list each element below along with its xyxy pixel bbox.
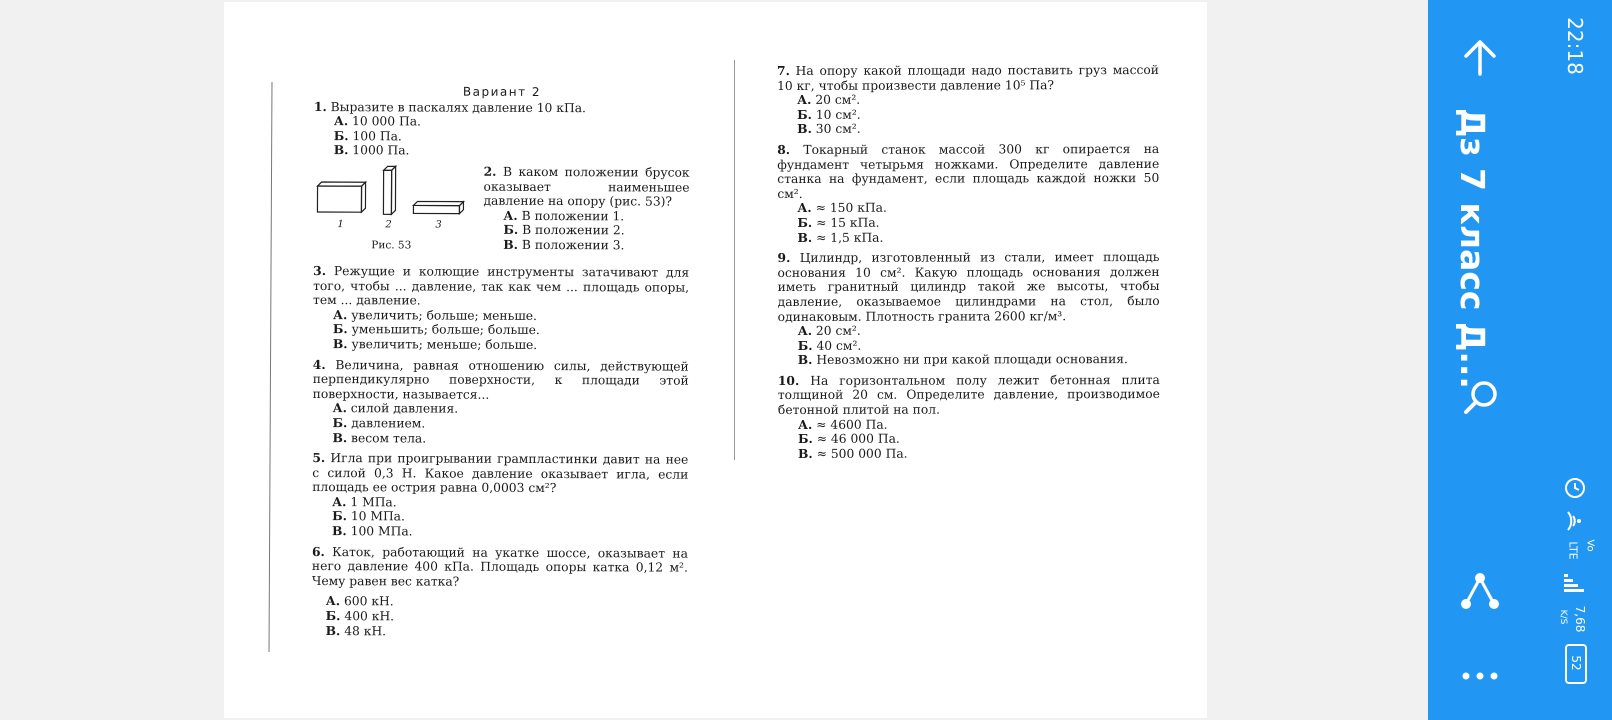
question-text: Цилиндр, изготовленный из стали, имеет площадь основания 10 см². Какую площадь основания должен иметь гранитный цилиндр такой же высоты, чтобы давление, оказываемое цилиндрами на стол, было одинаковым. Плотность гранита 2600 кг/м³.	[777, 250, 1160, 324]
answer-list	[777, 200, 1159, 245]
answer-option: В. 100 МПа.	[332, 523, 413, 539]
left-column	[312, 84, 690, 646]
answer-option: А. ≈ 150 кПа.	[797, 200, 887, 216]
arrow-left-icon	[1458, 36, 1502, 80]
answer-option: В. ≈ 500 000 Па.	[797, 445, 908, 461]
answer-option: В. весом тела.	[332, 429, 427, 445]
wifi-icon	[1562, 508, 1588, 534]
answer-option: А. 1 МПа.	[332, 493, 397, 510]
share-icon	[1458, 570, 1502, 614]
answer-option: А. 10 000 Па.	[333, 113, 421, 129]
question-2-text-block	[483, 165, 689, 253]
signal-icon	[1562, 572, 1586, 592]
share-button[interactable]	[1458, 570, 1502, 614]
back-button[interactable]	[1458, 36, 1502, 80]
question-5	[312, 451, 688, 540]
answer-list	[312, 594, 688, 639]
question-text: На опору какой площади надо поставить груз массой 10 кг, чтобы произвести давление 10⁵ Па?	[777, 62, 1160, 93]
question-10	[778, 373, 1160, 462]
question-number: 8.	[777, 141, 791, 157]
answer-option: В. 48 кН.	[325, 622, 387, 638]
answer-option: Б. 100 Па.	[333, 127, 402, 144]
question-number: 4.	[312, 356, 326, 372]
answer-option: Б. 10 МПа.	[332, 508, 405, 524]
variant-title: Вариант 2	[462, 84, 542, 99]
question-number: 1.	[313, 98, 327, 114]
answer-option: В. 1000 Па.	[333, 142, 410, 158]
question-text: Игла при проигрывании грампластинки давит на нее с силой 0,3 Н. Какое давление оказывает игла, если площадь ее острия равна 0,0003 см²?	[312, 451, 689, 496]
question-text: В каком положении брусок оказывает наименьшее давление на опору (рис. 53)?	[483, 164, 690, 209]
more-button[interactable]	[1460, 668, 1500, 684]
right-column	[777, 63, 1160, 467]
answer-option: Б. В положении 2.	[503, 222, 625, 238]
answer-option: В. 30 см².	[797, 121, 861, 137]
answer-list	[777, 92, 1159, 137]
alarm-icon	[1562, 474, 1588, 500]
document-page	[224, 2, 1207, 718]
more-icon	[1460, 668, 1500, 684]
answer-option: Б. ≈ 15 кПа.	[797, 214, 880, 230]
figure-label-3: 3	[435, 219, 442, 231]
answer-option: Б. 400 кН.	[325, 608, 395, 624]
question-4	[312, 358, 688, 447]
figure-caption: Рис. 53	[371, 239, 412, 252]
question-6	[312, 545, 688, 640]
question-number: 2.	[483, 163, 497, 179]
answer-option: А. увеличить; больше; меньше.	[332, 306, 537, 323]
document-title: Дз 7 класс Д...	[1453, 108, 1492, 389]
question-text: Выразите в паскалях давление 10 кПа.	[330, 99, 586, 115]
status-time: 22:18	[1563, 17, 1587, 75]
question-text: На горизонтальном полу лежит бетонная плита толщиной 20 см. Определите давление, производимое бетонной плитой на пол.	[777, 372, 1160, 418]
answer-list	[313, 308, 689, 353]
question-9	[777, 250, 1159, 368]
answer-list	[312, 401, 688, 446]
question-1	[314, 100, 690, 160]
answer-option: А. силой давления.	[332, 400, 459, 416]
answer-option: Б. ≈ 46 000 Па.	[797, 431, 900, 447]
page-fold-line	[734, 60, 735, 460]
answer-list	[778, 323, 1160, 368]
question-text: Токарный станок массой 300 кг опирается на фундамент четырьмя ножками. Определите давление станка на фундамент, если площадь каждой ножки 50 см².	[777, 141, 1160, 201]
question-7	[777, 63, 1159, 137]
question-number: 9.	[777, 250, 791, 266]
night-mode-button[interactable]	[1458, 478, 1502, 522]
network-speed: 7,68	[1573, 605, 1587, 633]
network-type: LTE	[1566, 541, 1580, 560]
question-8	[777, 142, 1159, 245]
answer-option: В. В положении 3.	[503, 236, 625, 253]
answer-option: А. 20 см².	[797, 323, 861, 339]
question-text: Режущие и колющие инструменты затачивают для того, чтобы ... давление, так как чем ... площадь опоры, тем ... давление.	[313, 264, 690, 308]
answer-list	[483, 208, 689, 253]
answer-option: А. 20 см².	[797, 92, 861, 108]
answer-list	[314, 114, 690, 159]
question-number: 7.	[776, 62, 790, 78]
answer-option: В. увеличить; меньше; больше.	[332, 336, 538, 352]
figure-53	[313, 164, 473, 259]
answer-option: А. ≈ 4600 Па.	[797, 416, 888, 432]
page-left-edge-line	[269, 82, 273, 652]
answer-option: Б. уменьшить; больше; больше.	[332, 321, 540, 338]
battery-level: 52	[1569, 655, 1583, 671]
speed-unit: K/S	[1558, 609, 1568, 625]
answer-option: В. ≈ 1,5 кПа.	[797, 229, 884, 245]
figure-label-1: 1	[337, 219, 344, 231]
volte-label: Vo	[1584, 539, 1596, 552]
answer-option: Б. 10 см².	[797, 106, 861, 122]
question-number: 3.	[313, 262, 327, 279]
answer-list	[312, 495, 688, 540]
answer-option: Б. давлением.	[332, 414, 426, 431]
question-number: 6.	[311, 543, 325, 559]
question-number: 5.	[312, 450, 326, 466]
figure-label-2: 2	[385, 219, 392, 231]
question-text: Величина, равная отношению силы, действующей перпендикулярно поверхности, к площади этой поверхности, называется...	[312, 357, 689, 402]
moon-icon	[1458, 478, 1502, 522]
answer-list	[778, 417, 1160, 462]
question-3	[313, 264, 689, 353]
answer-option: В. Невозможно ни при какой площади основания.	[797, 352, 1128, 368]
battery-indicator	[1565, 644, 1587, 684]
answer-option: А. В положении 1.	[503, 207, 625, 224]
answer-option: А. 600 кН.	[325, 593, 394, 609]
question-number: 10.	[777, 372, 800, 388]
answer-option: Б. 40 см².	[797, 337, 862, 353]
question-2	[313, 164, 689, 260]
question-text: Каток, работающий на укатке шоссе, оказывает на него давление 400 кПа. Площадь опоры катка 0,12 м². Чему равен вес катка?	[311, 544, 688, 589]
